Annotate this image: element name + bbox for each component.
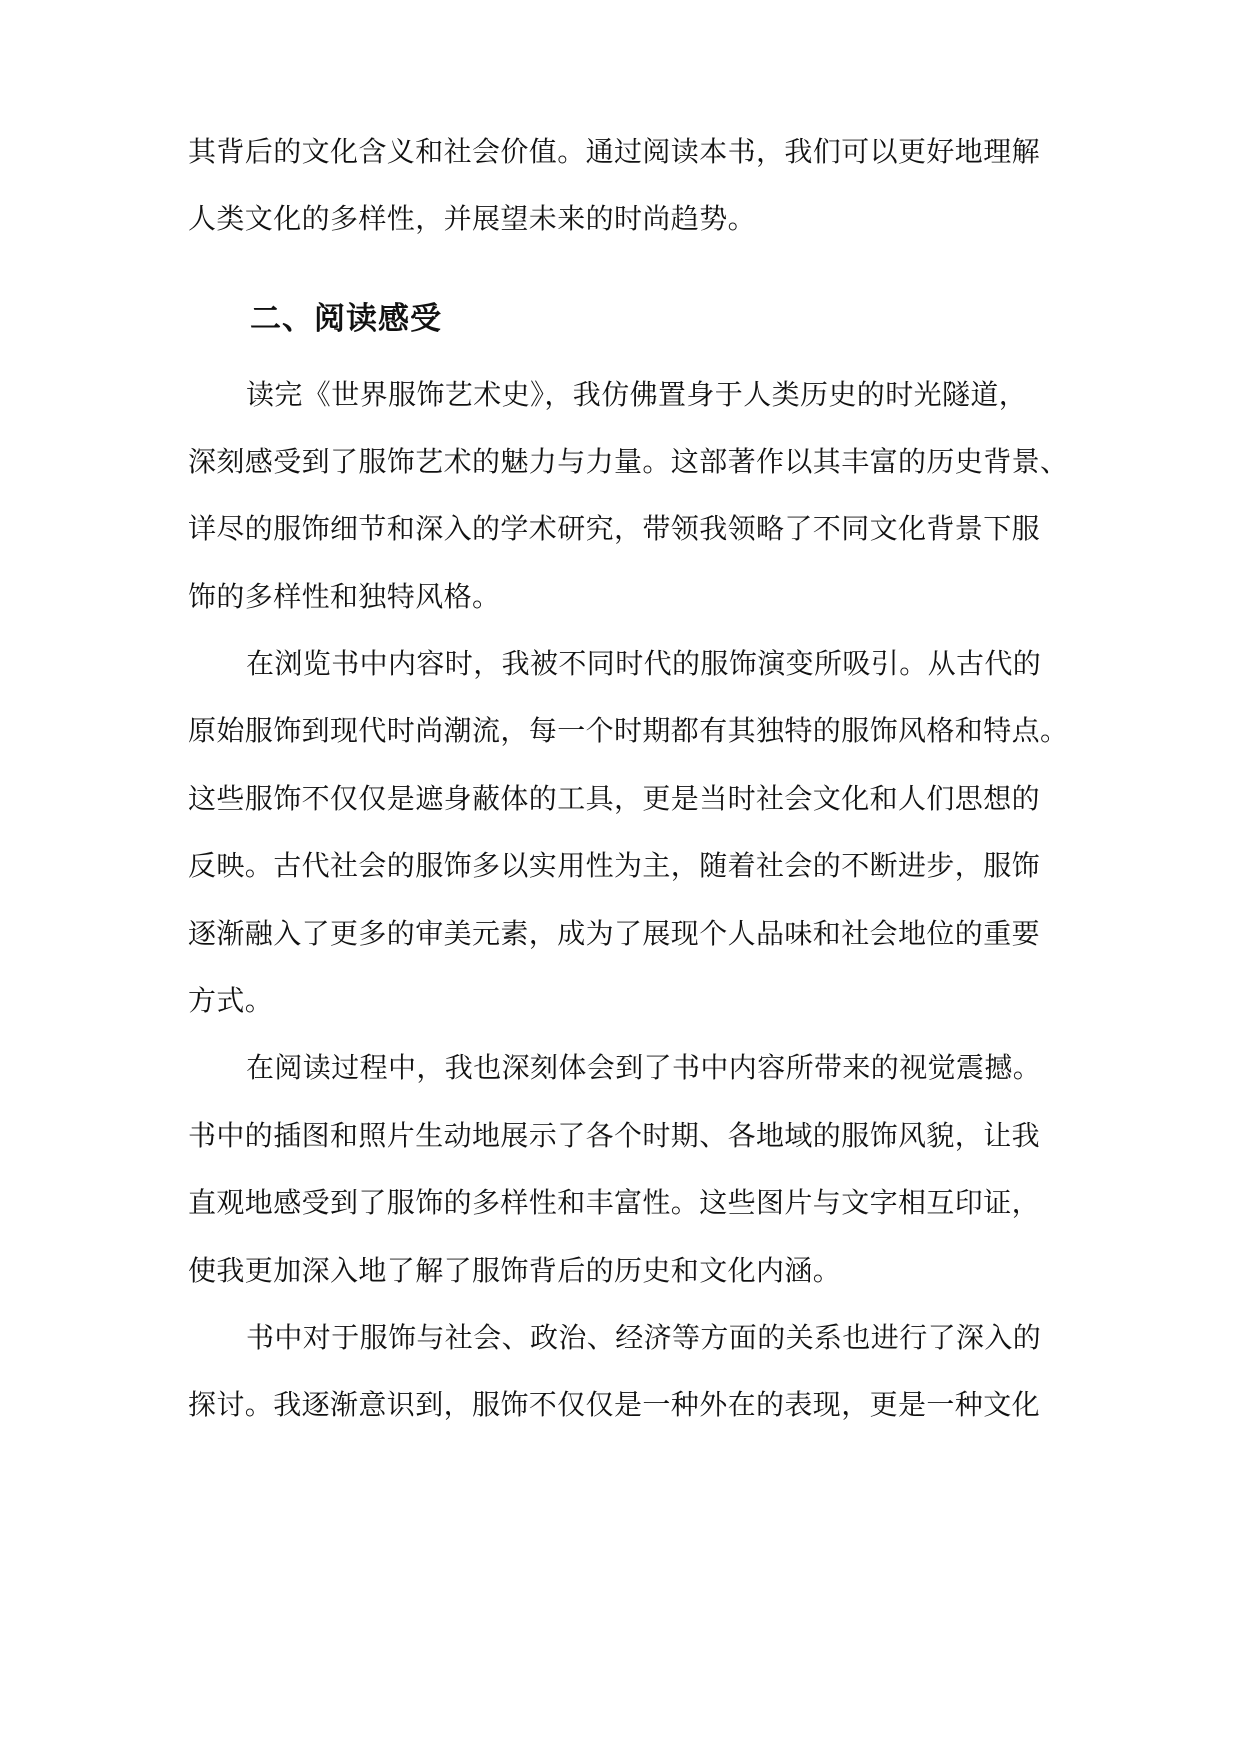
body-text-line: 饰的多样性和独特风格。	[188, 580, 501, 613]
paragraph-first-line: 读完《世界服饰艺术史》，我仿佛置身于人类历史的时光隧道，	[246, 378, 1028, 411]
body-text-line: 书中的插图和照片生动地展示了各个时期、各地域的服饰风貌，让我	[188, 1119, 1041, 1152]
body-text-line: 这些服饰不仅仅是遮身蔽体的工具，更是当时社会文化和人们思想的	[188, 782, 1041, 815]
section-heading: 二、阅读感受	[250, 301, 442, 337]
paragraph-first-line: 在阅读过程中，我也深刻体会到了书中内容所带来的视觉震撼。	[246, 1051, 1042, 1084]
body-text-line: 其背后的文化含义和社会价值。通过阅读本书，我们可以更好地理解	[188, 135, 1041, 168]
body-text-line: 探讨。我逐渐意识到，服饰不仅仅是一种外在的表现，更是一种文化	[188, 1388, 1041, 1421]
body-text-line: 深刻感受到了服饰艺术的魅力与力量。这部著作以其丰富的历史背景、	[188, 445, 1069, 478]
body-text-line: 逐渐融入了更多的审美元素，成为了展现个人品味和社会地位的重要	[188, 917, 1041, 950]
body-text-line: 详尽的服饰细节和深入的学术研究，带领我领略了不同文化背景下服	[188, 512, 1041, 545]
body-text-line: 原始服饰到现代时尚潮流，每一个时期都有其独特的服饰风格和特点。	[188, 714, 1069, 747]
paragraph-first-line: 在浏览书中内容时，我被不同时代的服饰演变所吸引。从古代的	[246, 647, 1042, 680]
body-text-line: 使我更加深入地了解了服饰背后的历史和文化内涵。	[188, 1254, 842, 1287]
body-text-line: 反映。古代社会的服饰多以实用性为主，随着社会的不断进步，服饰	[188, 849, 1041, 882]
body-text-line: 方式。	[188, 984, 274, 1017]
body-text-line: 人类文化的多样性，并展望未来的时尚趋势。	[188, 202, 757, 235]
body-text-line: 直观地感受到了服饰的多样性和丰富性。这些图片与文字相互印证，	[188, 1186, 1041, 1219]
paragraph-first-line: 书中对于服饰与社会、政治、经济等方面的关系也进行了深入的	[246, 1321, 1042, 1354]
